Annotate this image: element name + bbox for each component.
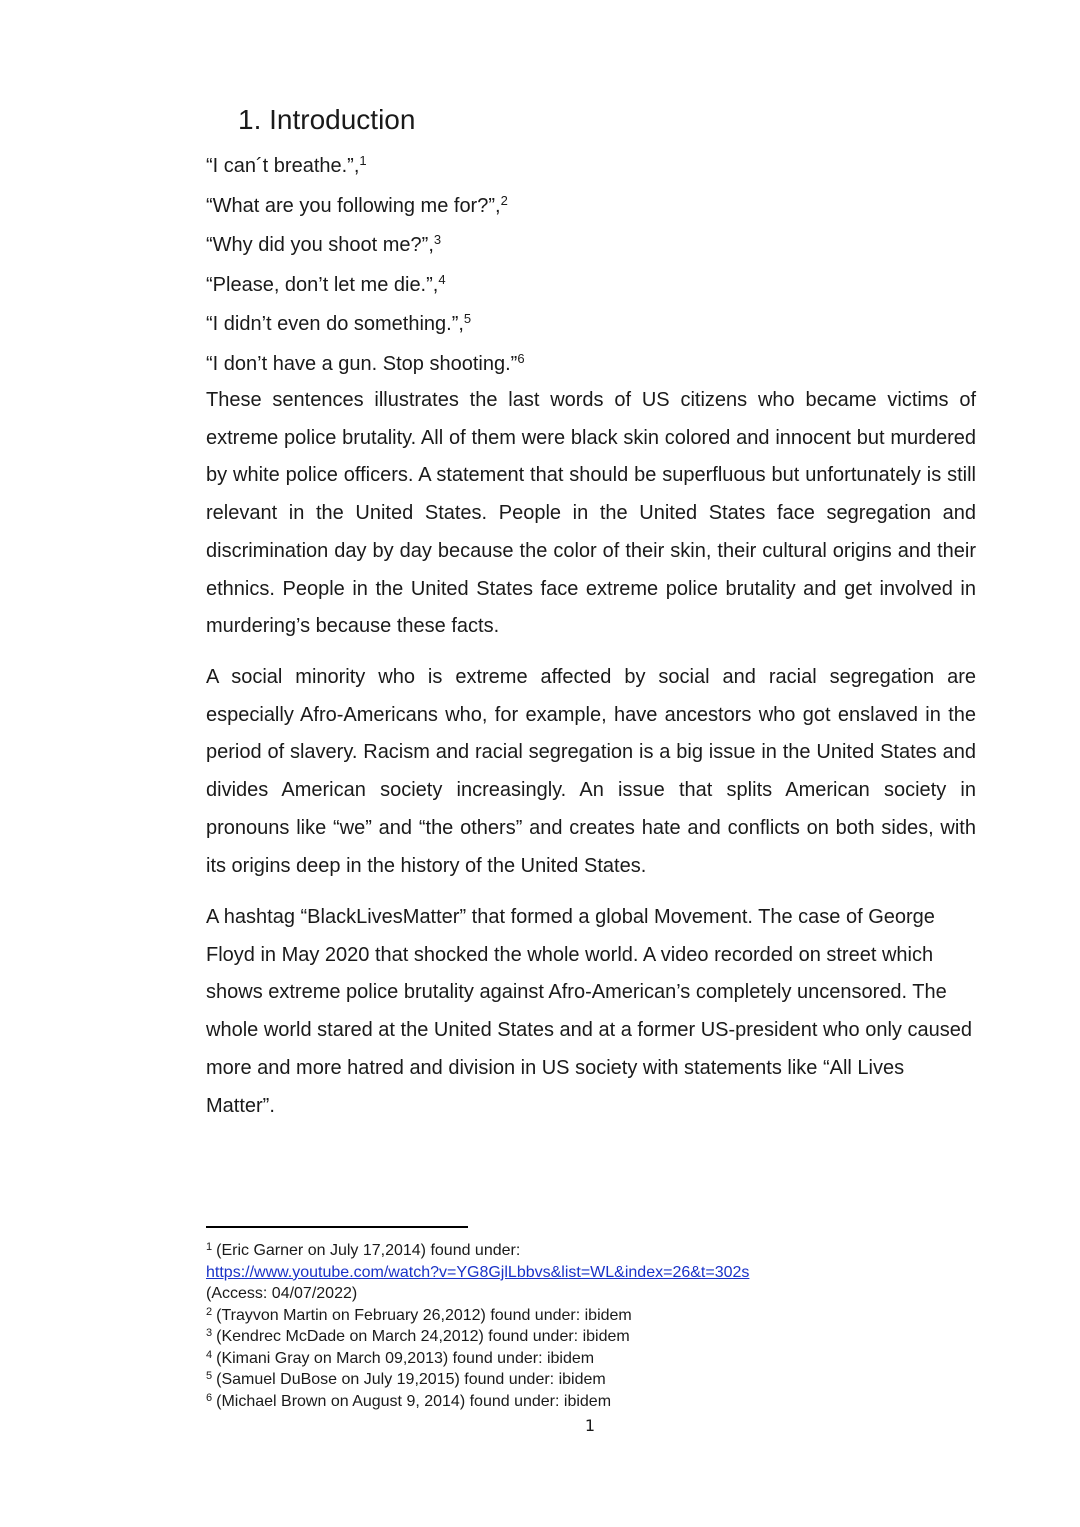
footnote-number: 1 <box>206 1241 213 1253</box>
quote-text: “Why did you shoot me?”, <box>206 234 434 256</box>
footnote-ref[interactable]: 1 <box>359 153 367 168</box>
footnote-1 <box>206 1240 986 1262</box>
last-words-quotes <box>206 147 986 384</box>
footnote-text: (Kendrec McDade on March 24,2012) found under: ibidem <box>216 1328 630 1345</box>
footnote-5 <box>206 1369 986 1391</box>
footnote-ref[interactable]: 3 <box>433 232 442 247</box>
footnote-3 <box>206 1326 986 1348</box>
footnote-1-access: (Access: 04/07/2022) <box>206 1285 358 1302</box>
footnote-4 <box>206 1348 986 1370</box>
footnote-text: (Kimani Gray on March 09,2013) found under: ibidem <box>216 1349 595 1367</box>
quote-line <box>206 305 986 345</box>
footnote-number: 2 <box>206 1305 213 1318</box>
quote-line <box>206 187 986 227</box>
quote-line <box>206 147 986 187</box>
footnote-number: 5 <box>206 1370 213 1382</box>
footnote-text: (Trayvon Martin on February 26,2012) found under: ibidem <box>216 1306 632 1324</box>
footnote-2 <box>206 1305 986 1327</box>
quote-text: “I didn’t even do something.”, <box>206 313 464 335</box>
footnote-number: 3 <box>206 1327 213 1339</box>
footnote-link[interactable]: https://www.youtube.com/watch?v=YG8GjlLbbvs&list=WL&index=26&t=302s <box>206 1263 750 1281</box>
footnote-ref[interactable]: 5 <box>463 311 472 326</box>
footnote-ref[interactable]: 4 <box>438 271 446 287</box>
body-paragraph-2: A social minority who is extreme affected by social and racial segregation are especially Afro-Americans who, for example, have ancestors who got enslaved in the period of slavery. Racism and racial segregation is a big issue in the United States and divides American society increasingly. An issue that splits American society in pronouns like “we” and “the others” and creates hate and conflicts on both sides, with its origins deep in the history of the United States. <box>206 666 976 877</box>
footnote-1-link-line <box>206 1262 986 1284</box>
footnote-number: 6 <box>206 1391 213 1404</box>
section-heading: 1. Introduction <box>238 104 416 135</box>
footnote-text: (Michael Brown on August 9, 2014) found under: ibidem <box>216 1392 612 1410</box>
body-paragraph-3: A hashtag “BlackLivesMatter” that formed a global Movement. The case of George Floyd in May 2020 that shocked the whole world. A video recorded on street which shows extreme police brutality against Afro-American’s completely uncensored. The whole world stared at the United States and at a former US-president who only caused more and more hatred and division in US society with statements like “All Lives Matter”. <box>206 906 972 1117</box>
quote-text: “I can´t breathe.”, <box>206 155 360 177</box>
quote-text: “Please, don’t let me die.”, <box>206 273 439 296</box>
body-paragraph-1: These sentences illustrates the last words of US citizens who became victims of extreme police brutality. All of them were black skin colored and innocent but murdered by white police officers. A statement that should be superfluous but unfortunately is still relevant in the United States. People in the United States face segregation and discrimination day by day because the color of their skin, their cultural origins and their ethnics. People in the United States face extreme police brutality and get involved in murdering’s because these facts. <box>206 389 976 638</box>
footnote-separator <box>206 1226 468 1228</box>
footnote-6 <box>206 1391 986 1413</box>
quote-text: “I don’t have a gun. Stop shooting.” <box>206 352 518 375</box>
footnote-text: (Samuel DuBose on July 19,2015) found under: ibidem <box>216 1371 606 1388</box>
quote-line <box>206 266 986 306</box>
footnote-number: 4 <box>206 1348 213 1361</box>
footnote-ref[interactable]: 2 <box>500 192 508 208</box>
footnote-text: (Eric Garner on July 17,2014) found under: <box>216 1242 521 1259</box>
quote-line <box>206 226 986 266</box>
quote-line <box>206 345 986 385</box>
footnote-ref[interactable]: 6 <box>517 350 525 366</box>
page-number: 1 <box>584 1416 596 1435</box>
footnotes <box>206 1240 986 1412</box>
quote-text: “What are you following me for?”, <box>206 194 501 217</box>
